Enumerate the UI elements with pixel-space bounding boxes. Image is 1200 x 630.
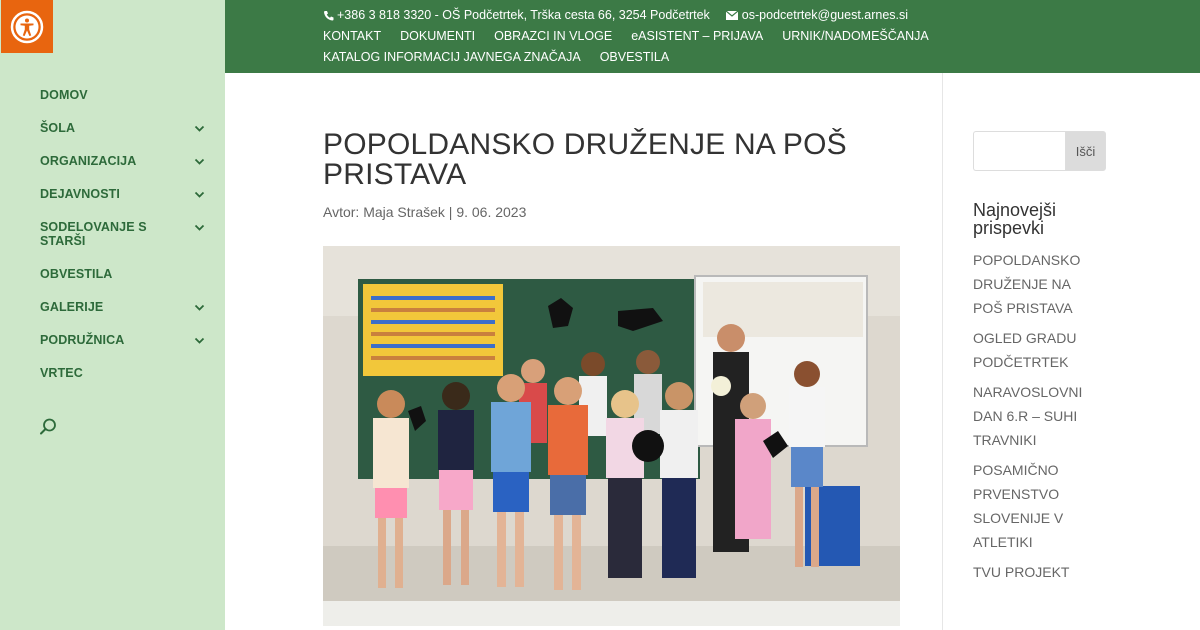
sidebar-item-label: ORGANIZACIJA xyxy=(40,154,137,168)
recent-posts-list xyxy=(973,248,1103,590)
phone-address[interactable]: +386 3 818 3320 - OŠ Podčetrtek, Trška cesta 66, 3254 Podčetrtek xyxy=(337,8,710,22)
sidebar-item-5[interactable] xyxy=(40,220,205,248)
mail-icon xyxy=(726,11,738,20)
sidebar-item-6[interactable] xyxy=(40,267,205,281)
sidebar-item-label: DEJAVNOSTI xyxy=(40,187,120,201)
post-meta: Avtor: Maja Strašek | 9. 06. 2023 xyxy=(323,204,527,220)
recent-posts-title: Najnovejši prispevki xyxy=(973,200,1057,238)
sidebar-search xyxy=(973,131,1106,171)
sidebar-item-label: SODELOVANJE S STARŠI xyxy=(40,220,147,248)
recent-post-link[interactable]: OGLED GRADU PODČETRTEK xyxy=(973,330,1077,370)
sidebar-item-label: PODRUŽNICA xyxy=(40,333,125,347)
search-icon[interactable] xyxy=(38,417,58,437)
sidebar-item-label: GALERIJE xyxy=(40,300,104,314)
recent-post-link[interactable]: POPOLDANSKO DRUŽENJE NA POŠ PRISTAVA xyxy=(973,252,1081,316)
top-menu-row-2 xyxy=(323,50,688,64)
accessibility-button[interactable] xyxy=(1,0,53,53)
sidebar-item-3[interactable] xyxy=(40,154,205,168)
email-link[interactable]: os-podcetrtek@guest.arnes.si xyxy=(741,8,909,22)
sidebar-item-9[interactable] xyxy=(40,366,205,380)
top-menu-katalog[interactable]: KATALOG INFORMACIJ JAVNEGA ZNAČAJA xyxy=(323,50,581,64)
chevron-down-icon[interactable] xyxy=(194,158,205,166)
sidebar xyxy=(0,0,225,630)
top-menu-obvestila[interactable]: OBVESTILA xyxy=(599,50,670,64)
sidebar-item-label: VRTEC xyxy=(40,366,83,380)
sidebar-item-8[interactable] xyxy=(40,333,205,347)
post-title: POPOLDANSKO DRUŽENJE NA POŠ PRISTAVA xyxy=(323,128,847,191)
chevron-down-icon[interactable] xyxy=(194,125,205,133)
post-featured-image[interactable] xyxy=(323,246,900,626)
chevron-down-icon[interactable] xyxy=(194,304,205,312)
sidebar-item-4[interactable] xyxy=(40,187,205,201)
top-menu-dokumenti[interactable]: DOKUMENTI xyxy=(400,29,476,43)
top-menu-easistent[interactable]: eASISTENT – PRIJAVA xyxy=(631,29,764,43)
phone-icon xyxy=(323,10,334,21)
sidebar-item-2[interactable] xyxy=(40,121,205,135)
sidebar-item-label: DOMOV xyxy=(40,88,88,102)
chevron-down-icon[interactable] xyxy=(194,224,205,232)
sidebar-search-button[interactable]: Išči xyxy=(1065,131,1106,171)
chevron-down-icon[interactable] xyxy=(194,191,205,199)
top-header xyxy=(225,0,1200,73)
chevron-down-icon[interactable] xyxy=(194,337,205,345)
recent-post-link[interactable]: POSAMIČNO PRVENSTVO SLOVENIJE V ATLETIKI xyxy=(973,462,1064,550)
top-menu-urnik[interactable]: URNIK/NADOMEŠČANJA xyxy=(782,29,929,43)
top-menu-obrazci[interactable]: OBRAZCI IN VLOGE xyxy=(494,29,613,43)
accessibility-icon xyxy=(10,10,44,44)
sidebar-item-label: ŠOLA xyxy=(40,121,76,135)
top-menu-kontakt[interactable]: KONTAKT xyxy=(323,29,382,43)
classroom-photo xyxy=(323,246,900,626)
recent-post-link[interactable]: NARAVOSLOVNI DAN 6.R – SUHI TRAVNIKI xyxy=(973,384,1083,448)
sidebar-item-1[interactable] xyxy=(40,88,205,102)
top-menu-row-1 xyxy=(323,29,948,43)
sidebar-item-label: OBVESTILA xyxy=(40,267,113,281)
recent-post-link[interactable]: TVU PROJEKT xyxy=(973,564,1070,580)
sidebar-item-7[interactable] xyxy=(40,300,205,314)
contact-line xyxy=(323,8,908,22)
sidebar-search-input[interactable] xyxy=(973,131,1065,171)
content-divider xyxy=(942,73,943,630)
